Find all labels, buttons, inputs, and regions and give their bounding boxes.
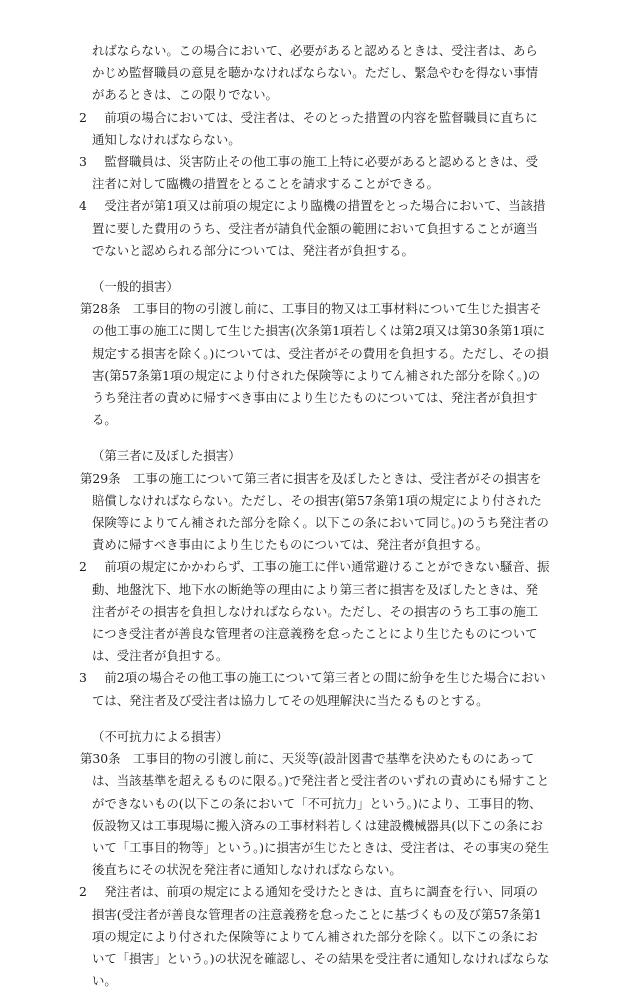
intro-item-4 bbox=[0, 195, 630, 262]
article-30 bbox=[0, 748, 630, 881]
item-number: 3 bbox=[79, 154, 87, 170]
item-text: 受注者が第1項又は前項の規定により臨機の措置をとった場合において、当該措置に要した費用のうち、受注者が請負代金額の範囲において負担することが適当でないと認められる部分については、発注者が負担する。 bbox=[92, 198, 546, 258]
intro-continuation: ればならない。この場合において、必要があると認めるときは、受注者は、あらかじめ監督職員の意見を聴かなければならない。ただし、緊急やむを得ない事情があるときは、この限りでない。 bbox=[92, 43, 539, 103]
intro-item-3 bbox=[0, 151, 630, 195]
document-body bbox=[0, 40, 630, 992]
article-30-label: 第30条 bbox=[80, 751, 121, 767]
item-text: 前2項の場合その他工事の施工について第三者との間に紛争を生じた場合においては、発注者及び受注者は協力してその処理解決に当たるものとする。 bbox=[92, 670, 546, 708]
article-29 bbox=[0, 468, 630, 557]
article-30-caption: （不可抗力による損害） bbox=[92, 728, 229, 744]
item-number: 2 bbox=[79, 559, 87, 575]
article-28-caption: （一般的損害） bbox=[92, 279, 179, 295]
article-29-item-2 bbox=[0, 556, 630, 667]
item-text: 発注者は、前項の規定による通知を受けたときは、直ちに調査を行い、同項の損害(受注者が善良な管理者の注意義務を怠ったことに基づくもの及び第57条第1項の規定により付された保険等によりてん補された部分を除く。以下この条において「損害」という。)の状況を確認し、その結果を受注者に通知しなければならない。 bbox=[92, 884, 550, 989]
item-text: 前項の場合においては、受注者は、そのとった措置の内容を監督職員に直ちに通知しなければならない。 bbox=[92, 109, 538, 147]
item-text: 前項の規定にかかわらず、工事の施工に伴い通常避けることができない騒音、振動、地盤沈下、地下水の断絶等の理由により第三者に損害を及ぼしたときは、発注者がその損害を負担しなければならない。ただし、その損害のうち工事の施工につき受注者が善良な管理者の注意義務を怠ったことにより生じたものについては、受注者が負担する。 bbox=[92, 559, 550, 664]
article-30-item-2 bbox=[0, 881, 630, 992]
intro-item-2 bbox=[0, 107, 630, 151]
article-30-text: 工事目的物の引渡し前に、天災等(設計図書で基準を決めたものにあっては、当該基準を超えるものに限る。)で発注者と受注者のいずれの責めにも帰すことができないもの(以下この条において「不可抗力」という。)により、工事目的物、仮設物又は工事現場に搬入済みの工事材料若しくは建設機械器具(以下この条において「工事目的物等」という。)に損害が生じたときは、受注者は、その事実の発生後直ちにその状況を発注者に通知しなければならない。 bbox=[92, 751, 550, 878]
item-number: 2 bbox=[79, 109, 87, 125]
item-number: 4 bbox=[79, 198, 87, 214]
article-29-text: 工事の施工について第三者に損害を及ぼしたときは、受注者がその損害を賠償しなければならない。ただし、その損害(第57条第1項の規定により付された保険等によりてん補された部分を除く。以下この条において同じ。)のうち発注者の責めに帰すべき事由により生じたものについては、発注者が負担する。 bbox=[92, 470, 549, 553]
item-text: 監督職員は、災害防止その他工事の施工上特に必要があると認めるときは、受注者に対して臨機の措置をとることを請求することができる。 bbox=[92, 154, 539, 192]
article-29-item-3 bbox=[0, 667, 630, 711]
article-29-label: 第29条 bbox=[80, 470, 121, 486]
article-28-text: 工事目的物の引渡し前に、工事目的物又は工事材料について生じた損害その他工事の施工に関して生じた損害(次条第1項若しくは第2項又は第30条第1項に規定する損害を除く。)については、受注者がその費用を負担する。ただし、その損害(第57条第1項の規定により付された保険等によりてん補された部分を除く。)のうち発注者の責めに帰すべき事由により生じたものについては、発注者が負担する。 bbox=[92, 301, 549, 428]
article-29-caption: （第三者に及ぼした損害） bbox=[92, 448, 241, 464]
item-number: 3 bbox=[79, 670, 87, 686]
article-28-label: 第28条 bbox=[80, 301, 121, 317]
article-28 bbox=[0, 298, 630, 431]
item-number: 2 bbox=[79, 884, 87, 900]
